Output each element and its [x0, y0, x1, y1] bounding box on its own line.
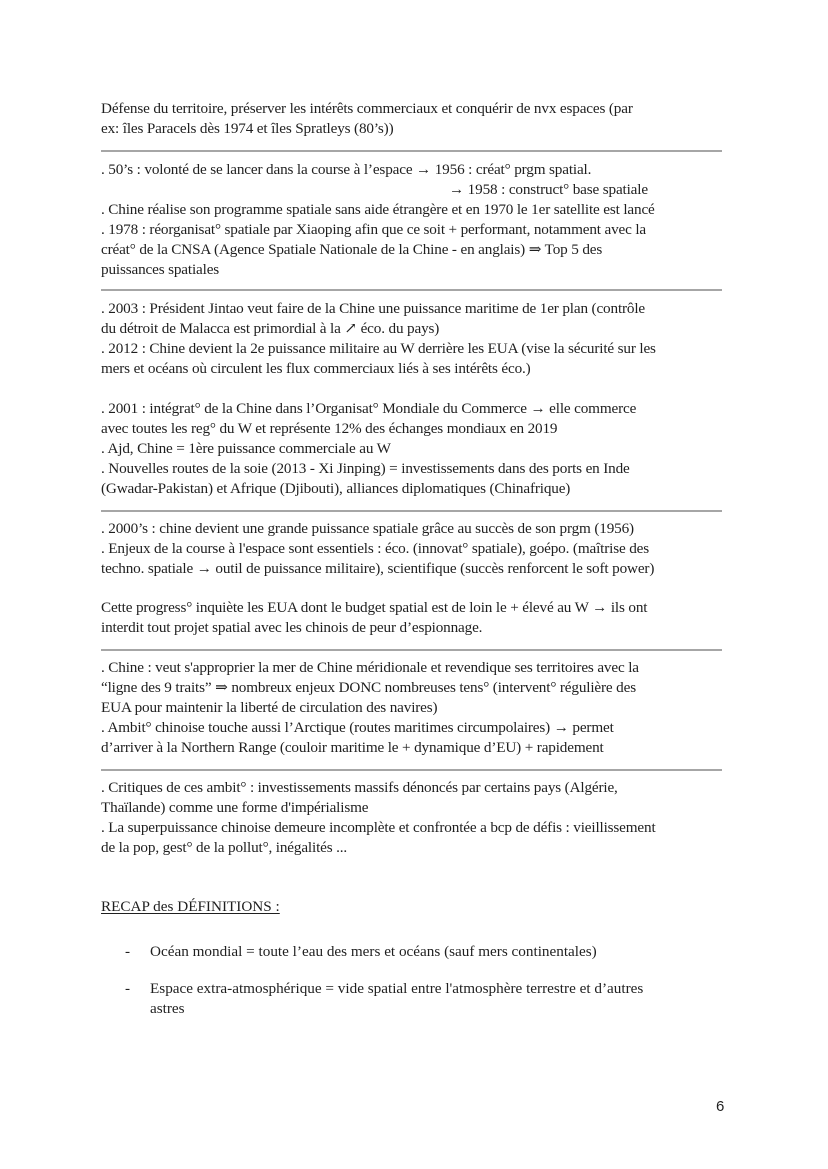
south-china-sea-section: [101, 658, 741, 758]
text-line: du détroit de Malacca est primordial à la ↗ éco. du pays): [101, 320, 440, 337]
text-line: . Chine réalise son programme spatiale sans aide étrangère et en 1970 le 1er satellite est lancé: [101, 201, 655, 218]
text-line: . La superpuissance chinoise demeure incomplète et confrontée a bcp de défis : vieillissement: [101, 819, 656, 836]
text-line: . 2000’s : chine devient une grande puissance spatiale grâce au succès de son prgm (1956): [101, 520, 634, 537]
text-line: ex: îles Paracels dès 1974 et îles Spratleys (80’s)): [101, 120, 394, 137]
text-line: Thaïlande) comme une forme d'impérialisme: [101, 799, 369, 816]
text-line: . Chine : veut s'approprier la mer de Chine méridionale et revendique ses territoires avec la: [101, 659, 639, 676]
text-line: . 1978 : réorganisat° spatiale par Xiaoping afin que ce soit + performant, notamment avec la: [101, 221, 647, 238]
text-line: . Critiques de ces ambit° : investissements massifs dénoncés par certains pays (Algérie,: [101, 779, 618, 796]
text-line: Défense du territoire, préserver les intérêts commerciaux et conquérir de nvx espaces (par: [101, 100, 633, 117]
dash-bullet-icon: -: [125, 980, 131, 997]
definitions-list: [101, 942, 741, 1036]
space-power-section: [101, 519, 741, 579]
text-line: EUA pour maintenir la liberté de circulation des navires): [101, 699, 438, 716]
text-line: → 1958 : construct° base spatiale: [449, 181, 648, 198]
intro-paragraph: [101, 99, 741, 139]
text-line: avec toutes les reg° du W et représente 12% des échanges mondiaux en 2019: [101, 420, 558, 437]
dash-bullet-icon: -: [125, 943, 131, 960]
definition-text: [150, 942, 741, 962]
definition-item: [101, 979, 741, 1019]
space-history-section: [101, 160, 741, 280]
text-line: . 2012 : Chine devient la 2e puissance militaire au W derrière les EUA (vise la sécurité sur les: [101, 340, 656, 357]
text-line: . Ajd, Chine = 1ère puissance commerciale au W: [101, 440, 391, 457]
text-line: . Enjeux de la course à l'espace sont essentiels : éco. (innovat° spatiale), goépo. (maîtrise des: [101, 540, 649, 557]
text-line: . 2001 : intégrat° de la Chine dans l’Organisat° Mondiale du Commerce → elle commerce: [101, 400, 637, 417]
text-line: “ligne des 9 traits” ⇒ nombreux enjeux DONC nombreuses tens° (intervent° régulière des: [101, 679, 636, 696]
commerce-section: [101, 399, 741, 499]
section-divider: [101, 649, 722, 651]
page-number: 6: [716, 1098, 725, 1115]
text-line: . 2003 : Président Jintao veut faire de la Chine une puissance maritime de 1er plan (contrôle: [101, 300, 646, 317]
recap-heading: RECAP des DÉFINITIONS :: [101, 898, 280, 915]
text-line: créat° de la CNSA (Agence Spatiale Nationale de la Chine - en anglais) ⇒ Top 5 des: [101, 241, 603, 258]
text-line: mers et océans où circulent les flux commerciaux liés à ses intérêts éco.): [101, 360, 531, 377]
definition-text: [150, 979, 741, 1019]
section-divider: [101, 150, 722, 152]
text-line: astres: [150, 1000, 185, 1017]
text-line: d’arriver à la Northern Range (couloir maritime le + dynamique d’EU) + rapidement: [101, 739, 604, 756]
section-divider: [101, 510, 722, 512]
definition-item: [101, 942, 741, 962]
text-line: (Gwadar-Pakistan) et Afrique (Djibouti), alliances diplomatiques (Chinafrique): [101, 480, 571, 497]
space-power-followup: [101, 598, 741, 638]
section-divider: [101, 289, 722, 291]
text-line: Espace extra-atmosphérique = vide spatial entre l'atmosphère terrestre et d’autres: [150, 980, 644, 997]
text-line: puissances spatiales: [101, 261, 220, 278]
critiques-section: [101, 778, 741, 858]
text-line: techno. spatiale → outil de puissance militaire), scientifique (succès renforcent le soft power): [101, 560, 655, 577]
text-line: . Ambit° chinoise touche aussi l’Arctique (routes maritimes circumpolaires) → permet: [101, 719, 614, 736]
text-line: Cette progress° inquiète les EUA dont le budget spatial est de loin le + élevé au W → ils ont: [101, 599, 648, 616]
text-line: . Nouvelles routes de la soie (2013 - Xi Jinping) = investissements dans des ports en Inde: [101, 460, 630, 477]
text-line: Océan mondial = toute l’eau des mers et océans (sauf mers continentales): [150, 943, 597, 960]
section-divider: [101, 769, 722, 771]
text-line: de la pop, gest° de la pollut°, inégalités ...: [101, 839, 348, 856]
text-line: interdit tout projet spatial avec les chinois de peur d’espionnage.: [101, 619, 483, 636]
text-line: . 50’s : volonté de se lancer dans la course à l’espace → 1956 : créat° prgm spatial.: [101, 161, 592, 178]
maritime-section: [101, 299, 741, 379]
